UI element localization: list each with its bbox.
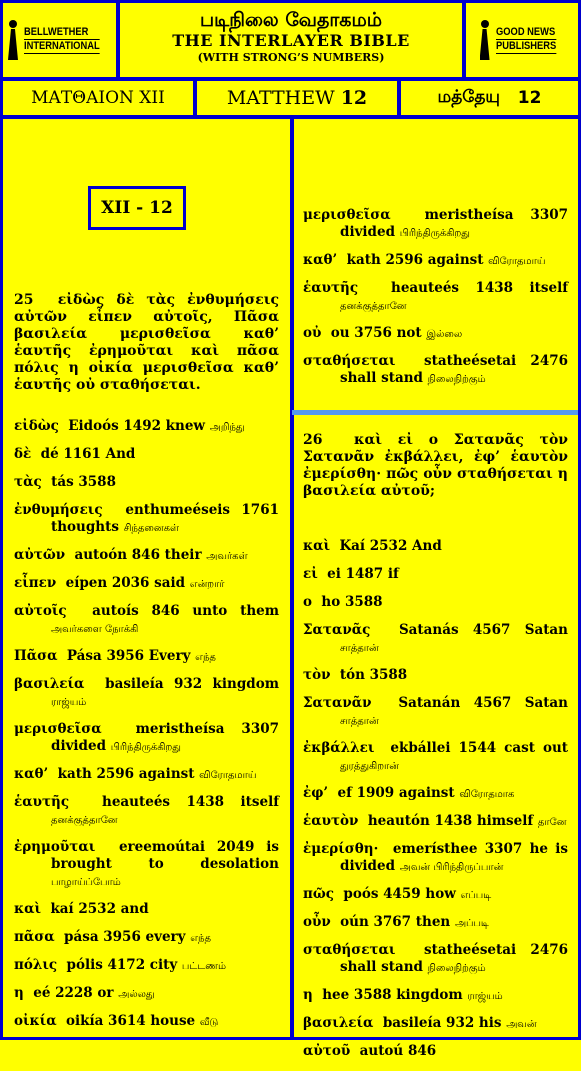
verse-greek-text: εἰδὼς δὲ τὰς ἐνθυμήσεις αὐτῶν εἶπεν αὐτοῖς, Πᾶσα βασιλεία μερισθεῖσα καθ’ ἑαυτῆς ἐρημοῦται καὶ πᾶσα πόλις η οἰκία μερισθεῖσα καθ’ ἑαυτῆς οὐ σταθήσεται.	[14, 292, 280, 393]
right-bottom-content	[303, 432, 568, 1071]
good-news-logo-text	[496, 26, 556, 54]
entry-greek: οὐ	[303, 325, 322, 341]
title-english: THE INTERLAYER BIBLE	[172, 31, 410, 50]
right-top-content	[303, 207, 568, 398]
title-subtitle: (WITH STRONG’S NUMBERS)	[197, 51, 385, 64]
entry-greek: αὐτῶν	[14, 547, 66, 563]
chapter-greek-label: ΜΑΤΘΑΙΟΝ XII	[31, 88, 165, 108]
entry-gloss: Pása 3956 Every	[66, 648, 191, 664]
entry-tamil: தானே	[537, 817, 567, 828]
entry-tamil: ராஜ்யம்	[51, 697, 87, 708]
entry-gloss: eípen 2036 said	[65, 575, 186, 591]
chapter-verse-badge-text: XII - 12	[101, 198, 173, 218]
word-entry	[14, 474, 279, 492]
entry-gloss: heauteés 1438 itself	[102, 794, 279, 810]
column-divider	[292, 410, 578, 415]
word-entry	[14, 957, 279, 975]
entry-greek: αὐτοῖς	[14, 603, 67, 619]
word-entry	[14, 603, 279, 638]
entry-greek: ἑαυτῆς	[14, 794, 70, 810]
entry-greek: σταθήσεται	[303, 942, 396, 958]
word-entry	[14, 794, 279, 829]
word-entry	[303, 1015, 568, 1033]
word-entry	[303, 841, 568, 876]
word-entry	[303, 987, 568, 1005]
word-entry	[14, 676, 279, 711]
word-entry	[303, 325, 568, 343]
entry-gloss: Kaí 2532 And	[339, 538, 442, 554]
entry-tamil: விரோதமாய்	[199, 770, 257, 781]
entry-gloss: statheésetai 2476 shall stand	[340, 942, 568, 975]
entry-tamil: பிரிந்திருக்கிறது	[399, 228, 470, 239]
word-entry	[303, 280, 568, 315]
entry-greek: καὶ	[303, 538, 331, 554]
entry-greek: ἐνθυμήσεις	[14, 502, 103, 518]
entry-gloss: pólis 4172 city	[66, 957, 178, 973]
entry-gloss: kath 2596 against	[57, 766, 195, 782]
entry-tamil: தனக்குத்தானே	[51, 815, 118, 826]
entry-gloss: Eidoós 1492 knew	[68, 418, 206, 434]
entry-tamil: ராஜ்யம்	[467, 991, 503, 1002]
word-entry	[14, 575, 279, 593]
word-entry	[303, 1043, 568, 1061]
bellwether-logo-text	[24, 26, 100, 54]
word-entry	[303, 207, 568, 242]
entry-greek: μερισθεῖσα	[14, 721, 102, 737]
entry-tamil: சாத்தான்	[340, 716, 379, 727]
bellwether-logo-line1: BELLWETHER	[24, 26, 100, 40]
entry-gloss: ou 3756 not	[330, 325, 422, 341]
entry-tamil: விரோதமாக	[459, 789, 515, 800]
chapter-greek	[0, 78, 196, 118]
verse-25	[14, 292, 279, 394]
entry-gloss: hee 3588 kingdom	[322, 987, 463, 1003]
entry-gloss: emerísthee 3307 he is divided	[340, 841, 568, 874]
left-content	[14, 292, 279, 1041]
word-entry	[303, 566, 568, 584]
good-news-logo-line1: GOOD NEWS	[495, 26, 555, 38]
good-news-logo-line2: PUBLISHERS	[495, 40, 556, 52]
entry-gloss: tás 3588	[51, 474, 116, 490]
shepherd-figure-icon	[478, 20, 492, 60]
entry-greek: οἰκία	[14, 1013, 57, 1029]
entry-gloss: meristheísa 3307 divided	[51, 721, 279, 754]
entry-gloss: tón 3588	[339, 667, 408, 683]
word-entry	[14, 418, 279, 436]
entry-tamil: விரோதமாய்	[488, 256, 546, 267]
entry-tamil: எந்த	[195, 652, 216, 663]
entry-greek: πῶς	[303, 886, 334, 902]
word-entry	[303, 740, 568, 775]
entry-tamil: அப்படி	[454, 918, 489, 929]
entry-gloss: heautón 1438 himself	[367, 813, 534, 829]
word-entry	[303, 538, 568, 556]
word-entry	[14, 929, 279, 947]
entry-gloss: basileía 932 kingdom	[105, 676, 279, 692]
entry-tamil: பாழாய்ப்போம்	[51, 877, 121, 888]
word-entry	[303, 594, 568, 612]
entry-greek: βασιλεία	[14, 676, 85, 692]
entry-greek: αὐτοῦ	[303, 1043, 351, 1059]
entry-greek: πᾶσα	[14, 929, 55, 945]
entry-greek: ἑαυτῆς	[303, 280, 359, 296]
entry-gloss: pása 3956 every	[64, 929, 186, 945]
word-entry	[14, 721, 279, 756]
chapter-tamil	[398, 78, 581, 118]
chapter-english-number: 12	[340, 87, 368, 109]
shepherd-figure-icon	[6, 20, 20, 60]
entry-greek: η	[14, 985, 24, 1001]
word-entry	[14, 502, 279, 537]
word-entry	[303, 886, 568, 904]
entry-greek: τὸν	[303, 667, 331, 683]
entry-gloss: autoís 846 unto them	[92, 603, 280, 619]
entry-tamil: சிந்தனைகள்	[123, 523, 180, 534]
bellwether-logo	[0, 0, 119, 80]
entry-gloss: enthumeéseis 1761 thoughts	[51, 502, 279, 535]
word-list	[303, 207, 568, 388]
entry-greek: Σατανᾶν	[303, 695, 372, 711]
word-entry	[14, 766, 279, 784]
entry-tamil: அவன்	[506, 1019, 537, 1030]
entry-gloss: kaí 2532 and	[50, 901, 149, 917]
entry-tamil: பட்டணம்	[181, 961, 227, 972]
entry-greek: Σατανᾶς	[303, 622, 371, 638]
title-tamil: படிநிலை வேதாகமம்	[199, 9, 383, 31]
word-entry	[303, 914, 568, 932]
word-entry	[303, 942, 568, 977]
verse-number: 26	[303, 432, 323, 448]
entry-gloss: dé 1161 And	[40, 446, 136, 462]
entry-greek: τὰς	[14, 474, 42, 490]
entry-tamil: அறிந்து	[209, 422, 245, 433]
entry-greek: εἶπεν	[14, 575, 57, 591]
entry-tamil: வீடு	[199, 1017, 219, 1028]
word-entry	[303, 695, 568, 730]
entry-greek: καὶ	[14, 901, 42, 917]
word-entry	[14, 648, 279, 666]
chapter-english	[194, 78, 400, 118]
verse-greek-text: καὶ εἰ ο Σατανᾶς τὸν Σατανᾶν ἐκβάλλει, ἐφ’ ἑαυτὸν ἐμερίσθη· πῶς οὖν σταθήσεται η βασιλεία αὐτοῦ;	[303, 432, 568, 499]
entry-greek: ἐμερίσθη·	[303, 841, 379, 857]
entry-tamil: என்றார்	[189, 579, 225, 590]
word-list	[14, 418, 279, 1031]
entry-tamil: அல்லது	[118, 989, 155, 1000]
word-entry	[14, 901, 279, 919]
entry-tamil: நிலைநிற்கும்	[427, 963, 486, 974]
verse-26	[303, 432, 568, 500]
word-entry	[303, 667, 568, 685]
bellwether-logo-line2: INTERNATIONAL	[23, 40, 100, 52]
entry-greek: εἰδὼς	[14, 418, 59, 434]
entry-greek: ἐκβάλλει	[303, 740, 375, 756]
verse-number: 25	[14, 292, 34, 308]
word-entry	[303, 353, 568, 388]
good-news-logo	[463, 0, 581, 80]
entry-tamil: எந்த	[190, 933, 211, 944]
entry-tamil: சாத்தான்	[340, 643, 379, 654]
entry-gloss: basileía 932 his	[382, 1015, 502, 1031]
word-entry	[14, 985, 279, 1003]
entry-greek: καθ’	[303, 252, 338, 268]
word-entry	[14, 446, 279, 464]
entry-gloss: ho 3588	[321, 594, 383, 610]
entry-tamil: எப்படி	[460, 890, 492, 901]
entry-gloss: oikía 3614 house	[65, 1013, 196, 1029]
entry-tamil: அவர்களை நோக்கி	[51, 624, 139, 635]
word-entry	[303, 252, 568, 270]
entry-gloss: meristheísa 3307 divided	[340, 207, 568, 240]
entry-greek: εἰ	[303, 566, 318, 582]
entry-gloss: Satanán 4567 Satan	[398, 695, 568, 711]
word-list	[303, 538, 568, 1061]
chapter-tamil-number: 12	[517, 88, 542, 108]
entry-gloss: poós 4459 how	[343, 886, 456, 902]
entry-gloss: ei 1487 if	[327, 566, 399, 582]
entry-greek: πόλις	[14, 957, 58, 973]
word-entry	[303, 813, 568, 831]
entry-tamil: நிலைநிற்கும்	[427, 374, 486, 385]
entry-gloss: ereemoútai 2049 is brought to desolation	[51, 839, 279, 872]
entry-gloss: statheésetai 2476 shall stand	[340, 353, 568, 386]
entry-gloss: ef 1909 against	[337, 785, 455, 801]
word-entry	[14, 547, 279, 565]
chapter-english-label: MATTHEW	[226, 87, 335, 109]
chapter-tamil-label: மத்தேயு	[437, 87, 501, 107]
entry-greek: ο	[303, 594, 313, 610]
entry-tamil: இல்லை	[426, 329, 463, 340]
entry-tamil: அவன் பிரிந்திருப்பான்	[399, 862, 504, 873]
word-entry	[14, 1013, 279, 1031]
entry-gloss: Satanás 4567 Satan	[398, 622, 568, 638]
entry-greek: μερισθεῖσα	[303, 207, 391, 223]
entry-gloss: eé 2228 or	[33, 985, 114, 1001]
entry-tamil: பிரிந்திருக்கிறது	[110, 742, 181, 753]
entry-greek: ἐρημοῦται	[14, 839, 96, 855]
entry-greek: η	[303, 987, 313, 1003]
entry-gloss: autoú 846	[359, 1043, 437, 1059]
entry-greek: βασιλεία	[303, 1015, 374, 1031]
entry-gloss: autoón 846 their	[74, 547, 202, 563]
entry-gloss: oún 3767 then	[340, 914, 451, 930]
chapter-verse-badge	[88, 186, 186, 230]
word-entry	[14, 839, 279, 891]
entry-greek: ἐφ’	[303, 785, 329, 801]
word-entry	[303, 785, 568, 803]
entry-greek: ἑαυτὸν	[303, 813, 359, 829]
entry-greek: καθ’	[14, 766, 49, 782]
entry-greek: δὲ	[14, 446, 32, 462]
entry-tamil: துரத்துகிறான்	[340, 761, 399, 772]
entry-tamil: அவர்கள்	[206, 551, 248, 562]
entry-greek: σταθήσεται	[303, 353, 396, 369]
entry-gloss: heauteés 1438 itself	[391, 280, 568, 296]
entry-greek: οὖν	[303, 914, 331, 930]
word-entry	[303, 622, 568, 657]
title-block	[117, 0, 465, 80]
entry-tamil: தனக்குத்தானே	[340, 301, 407, 312]
entry-gloss: ekbállei 1544 cast out	[390, 740, 568, 756]
entry-gloss: kath 2596 against	[346, 252, 484, 268]
entry-greek: Πᾶσα	[14, 648, 58, 664]
